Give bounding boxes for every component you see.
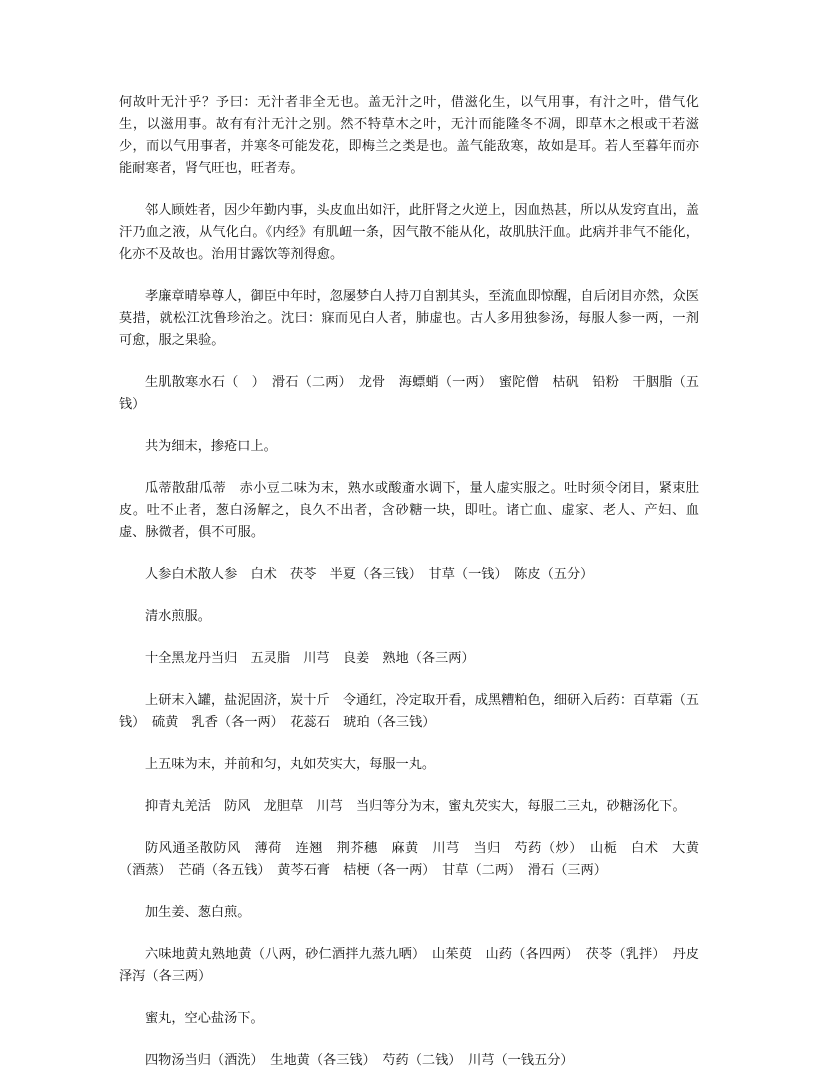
- paragraph-7: 人参白术散人参 白术 茯苓 半夏（各三钱） 甘草（一钱） 陈皮（五分）: [145, 567, 594, 582]
- paragraph-6: 瓜蒂散甜瓜蒂 赤小豆二味为末，熟水或酸齑水调下，量人虚实服之。吐时须令闭目，紧束肚皮。吐不止者，葱白汤解之，良久不出者，含砂糖一块，即吐。诸亡血、虚家、老人、产妇、血虚、脉微者，俱不可服。: [119, 481, 699, 540]
- document-body: [119, 92, 713, 1092]
- paragraph-13: 防风通圣散防风 薄荷 连翘 荆芥穗 麻黄 川芎 当归 芍药（炒） 山栀 白术 大黄（酒蒸） 芒硝（各五钱） 黄芩石膏 桔梗（各一两） 甘草（二两） 滑石（三两）: [119, 841, 699, 878]
- paragraph-1: 何故叶无汁乎？予曰：无汁者非全无也。盖无汁之叶，借滋化生，以气用事，有汁之叶，借气化生，以滋用事。故有有汁无汁之别。然不特草木之叶，无汁而能隆冬不凋，即草木之根或干若滋少，而以气用事者，并寒冬可能发花，即梅兰之类是也。盖气能敌寒，故如是耳。若人至暮年而亦能耐寒者，肾气旺也，旺者寿。: [119, 95, 699, 176]
- paragraph-5: 共为细末，掺疮口上。: [145, 439, 277, 454]
- paragraph-16: 蜜丸，空心盐汤下。: [145, 1011, 264, 1026]
- paragraph-17: 四物汤当归（酒洗） 生地黄（各三钱） 芍药（二钱） 川芎（一钱五分）: [145, 1053, 574, 1068]
- paragraph-10: 上研末入罐，盐泥固济，炭十斤 令通红，冷定取开看，成黑糟粕色，细研入后药：百草霜（五钱） 硫黄 乳香（各一两） 花蕊石 琥珀（各三钱）: [119, 693, 699, 730]
- paragraph-15: 六味地黄丸熟地黄（八两，砂仁酒拌九蒸九晒） 山茱萸 山药（各四两） 茯苓（乳拌） 丹皮 泽泻（各三两）: [119, 947, 713, 984]
- paragraph-9: 十全黑龙丹当归 五灵脂 川芎 良姜 熟地（各三两）: [145, 651, 475, 666]
- paragraph-3: 孝廉章晴皋尊人，御臣中年时，忽屡梦白人持刀自割其头，至流血即惊醒，自后闭目亦然，众医莫措，就松江沈鲁珍治之。沈曰：寐而见白人者，肺虚也。古人多用独参汤，每服人参一两，一剂可愈，服之果验。: [119, 289, 699, 348]
- paragraph-14: 加生姜、葱白煎。: [145, 905, 251, 920]
- paragraph-2: 邻人顾姓者，因少年勤内事，头皮血出如汗，此肝肾之火逆上，因血热甚，所以从发窍直出，盖汗乃血之液，从气化白。《内经》有肌衄一条，因气散不能从化，故肌肤汗血。此病并非气不能化，化亦不及故也。治用甘露饮等剂得愈。: [119, 203, 699, 262]
- paragraph-12: 抑青丸羌活 防风 龙胆草 川芎 当归等分为末，蜜丸芡实大，每服二三丸，砂糖汤化下。: [145, 799, 686, 814]
- paragraph-8: 清水煎服。: [145, 609, 211, 624]
- paragraph-4: 生肌散寒水石（ ） 滑石（二两） 龙骨 海螵蛸（一两） 蜜陀僧 枯矾 铅粉 干胭脂（五钱）: [119, 375, 699, 412]
- paragraph-11: 上五味为末，并前和匀，丸如芡实大，每服一丸。: [145, 757, 436, 772]
